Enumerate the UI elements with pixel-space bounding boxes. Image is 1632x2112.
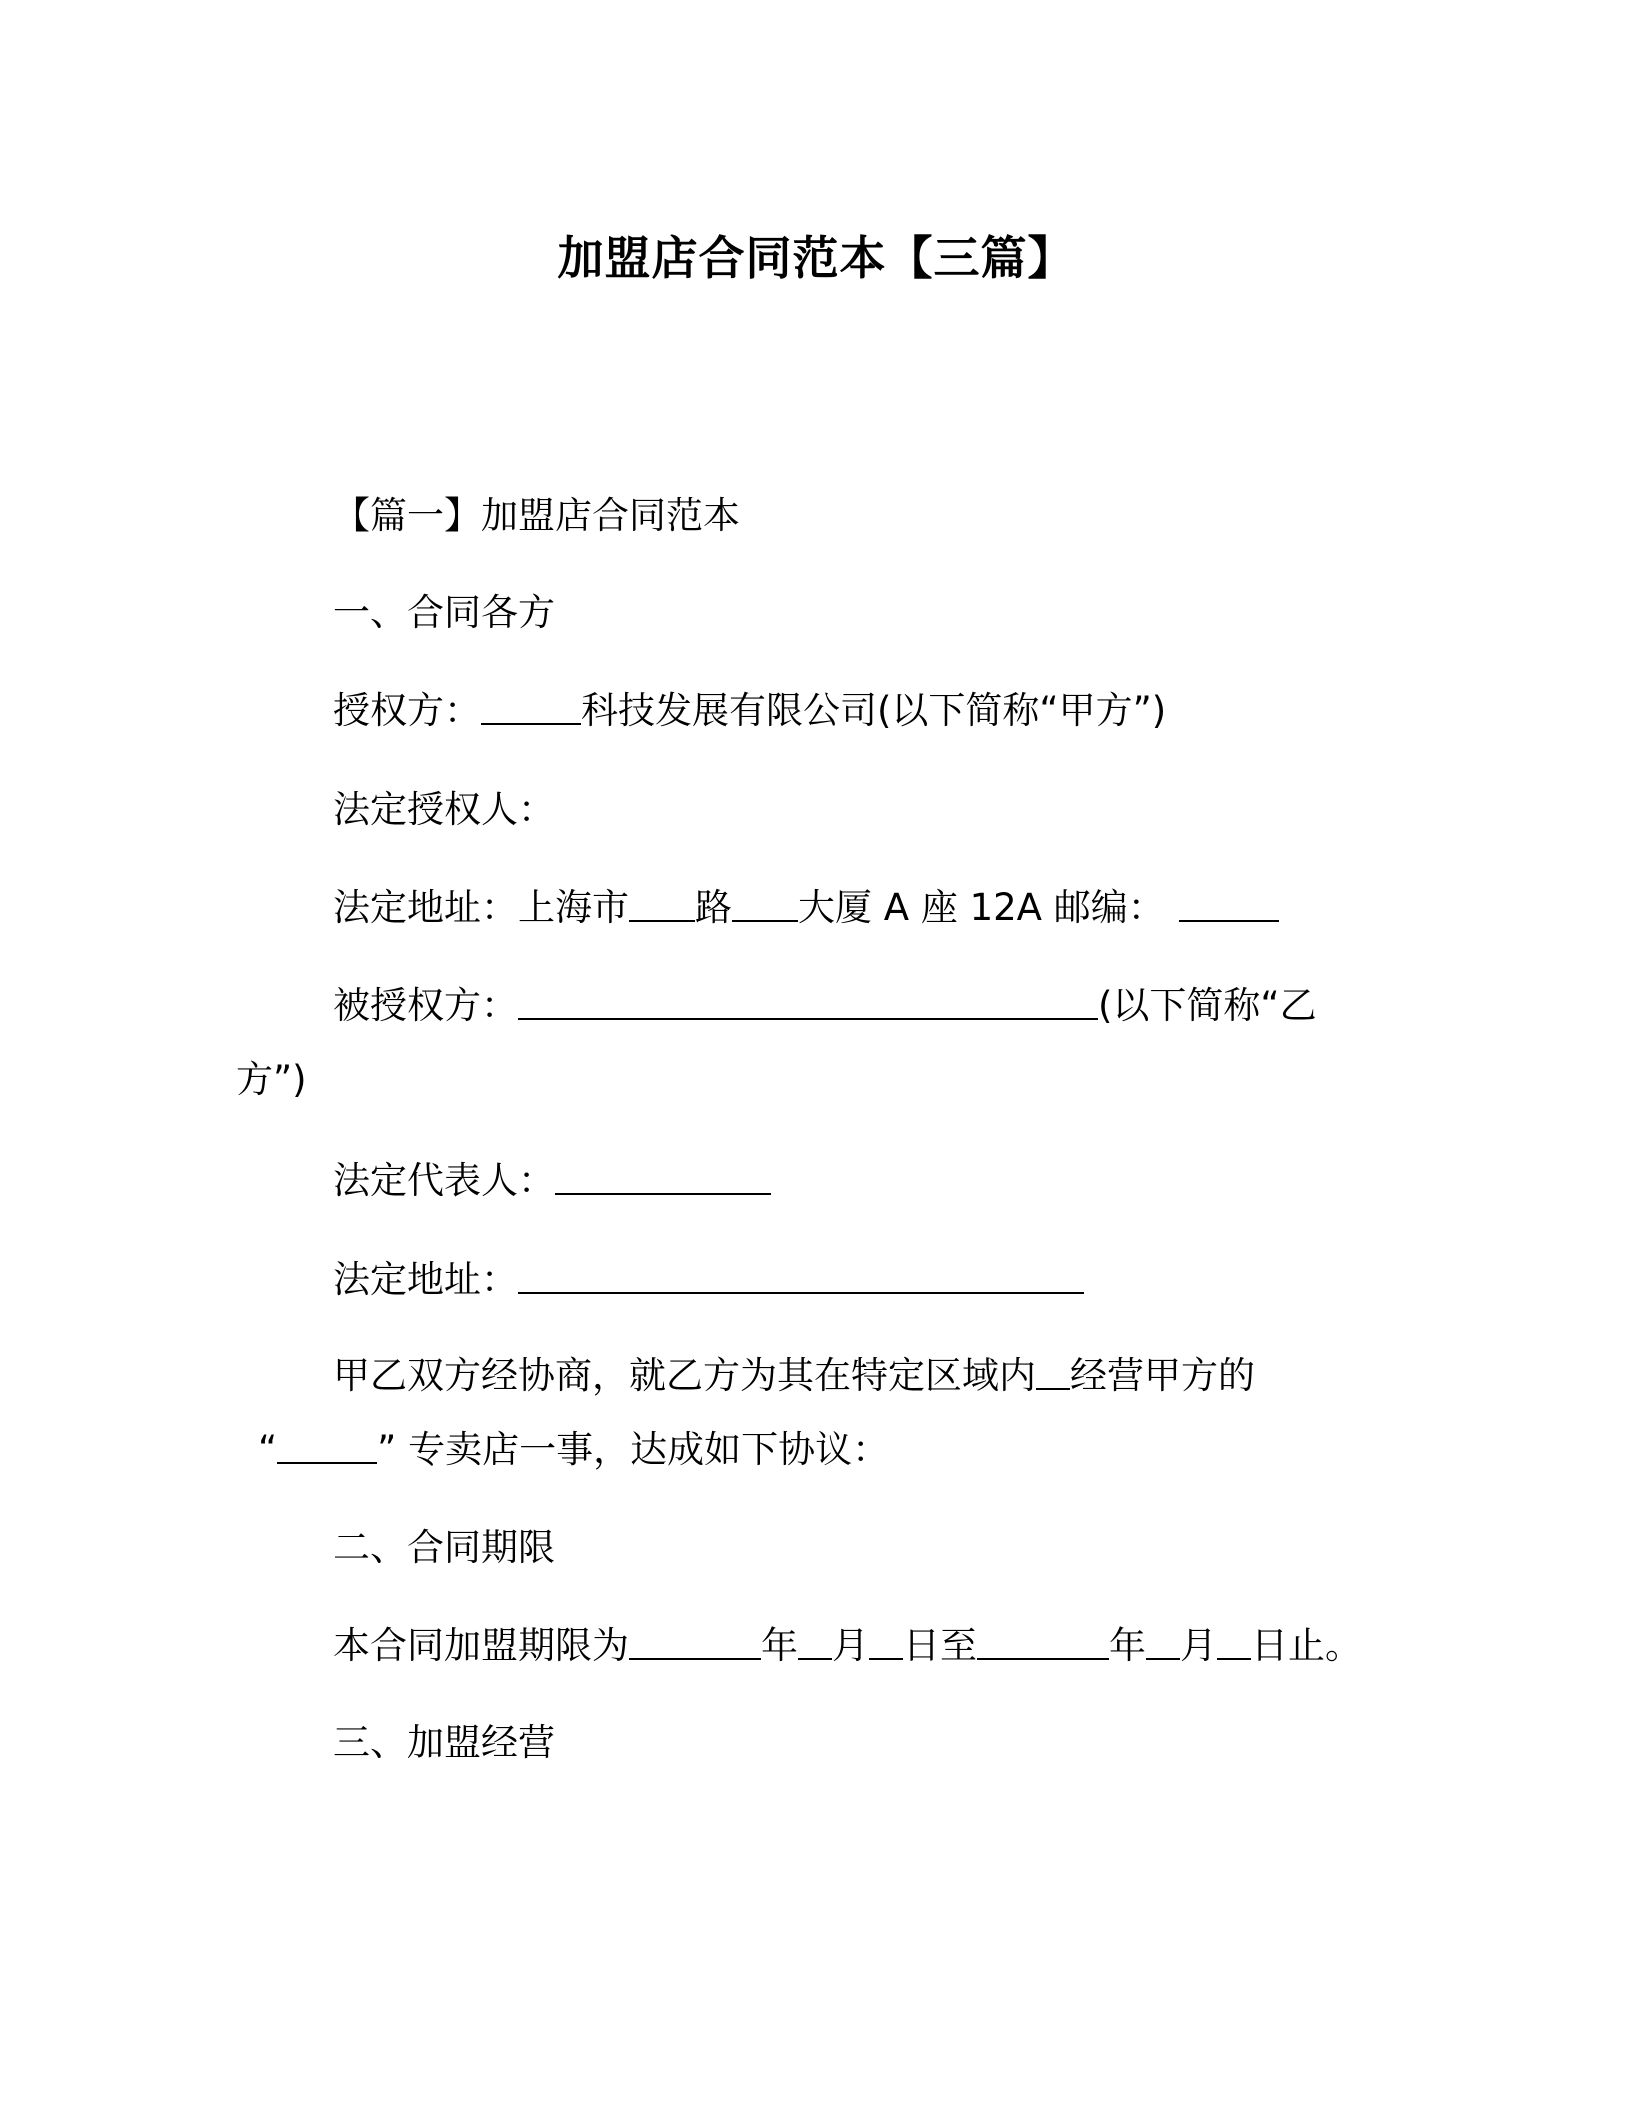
term-day-2: 日止。 bbox=[1251, 1624, 1362, 1667]
agreement-quote-open: “ bbox=[258, 1428, 278, 1471]
legal-address-label: 法定地址： bbox=[333, 886, 518, 929]
legal-representative-line bbox=[333, 1153, 771, 1209]
agreement-line-2 bbox=[258, 1422, 889, 1478]
start-month-blank bbox=[798, 1628, 832, 1660]
authorized-party-label: 被授权方： bbox=[333, 984, 518, 1027]
start-year-blank bbox=[629, 1628, 761, 1660]
section-heading: 【篇一】加盟店合同范本 bbox=[333, 494, 740, 537]
legal-authorizer-line: 法定授权人： bbox=[333, 788, 555, 831]
part-heading-franchise: 三、加盟经营 bbox=[333, 1721, 555, 1764]
legal-address-a-line bbox=[333, 880, 1279, 936]
road-blank bbox=[629, 890, 695, 922]
legal-representative-blank bbox=[555, 1163, 771, 1195]
end-month-blank bbox=[1146, 1628, 1180, 1660]
authorizer-company: 科技发展有限公司(以下简称“甲方”) bbox=[581, 689, 1167, 732]
part-heading-term: 二、合同期限 bbox=[333, 1526, 555, 1569]
end-year-blank bbox=[977, 1628, 1109, 1660]
term-year-1: 年 bbox=[761, 1624, 798, 1667]
authorizer-name-blank bbox=[481, 693, 581, 725]
authorized-party-suffix: (以下简称“乙 bbox=[1098, 984, 1317, 1027]
agreement-text-1-end: 经营甲方的 bbox=[1070, 1354, 1255, 1397]
end-day-blank bbox=[1217, 1628, 1251, 1660]
brand-blank bbox=[277, 1432, 377, 1464]
road-text: 路 bbox=[695, 886, 732, 929]
document-title: 加盟店合同范本【三篇】 bbox=[557, 231, 1075, 285]
term-month-1: 月 bbox=[832, 1624, 869, 1667]
agreement-text-2: ” 专卖店一事，达成如下协议： bbox=[377, 1428, 890, 1471]
postcode-blank bbox=[1179, 890, 1279, 922]
authorized-party-line bbox=[333, 978, 1317, 1034]
legal-address-b-line bbox=[333, 1252, 1084, 1308]
term-year-2: 年 bbox=[1109, 1624, 1146, 1667]
agreement-line-1 bbox=[333, 1348, 1255, 1404]
agreement-text-1: 甲乙双方经协商，就乙方为其在特定区域内 bbox=[333, 1354, 1036, 1397]
term-day-1: 日至 bbox=[903, 1624, 977, 1667]
legal-address-b-blank bbox=[518, 1262, 1084, 1294]
building-text: 大厦 A 座 12A 邮编： bbox=[798, 886, 1165, 929]
legal-representative-label: 法定代表人： bbox=[333, 1159, 555, 1202]
start-day-blank bbox=[869, 1628, 903, 1660]
authorized-party-continuation: 方”) bbox=[236, 1058, 307, 1101]
term-line bbox=[333, 1618, 1362, 1674]
authorizer-line bbox=[333, 683, 1166, 739]
city-text: 上海市 bbox=[518, 886, 629, 929]
legal-address-b-label: 法定地址： bbox=[333, 1258, 518, 1301]
authorizer-label: 授权方： bbox=[333, 689, 481, 732]
term-prefix: 本合同加盟期限为 bbox=[333, 1624, 629, 1667]
authorized-party-blank bbox=[518, 988, 1098, 1020]
part-heading-parties: 一、合同各方 bbox=[333, 591, 555, 634]
building-blank bbox=[732, 890, 798, 922]
term-month-2: 月 bbox=[1180, 1624, 1217, 1667]
agreement-blank-1 bbox=[1036, 1358, 1070, 1390]
